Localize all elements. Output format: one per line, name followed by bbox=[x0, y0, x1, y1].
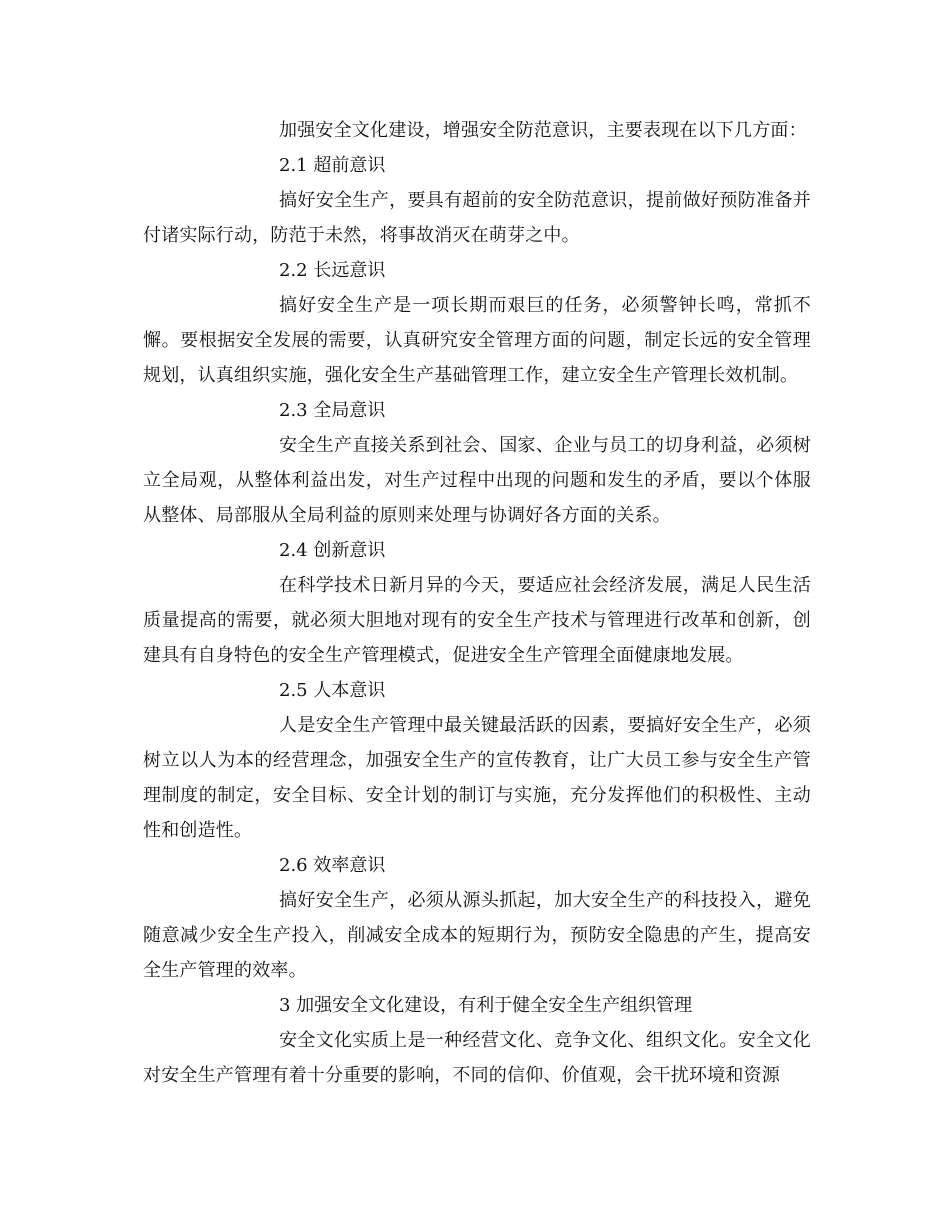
paragraph-3: 安全文化实质上是一种经营文化、竞争文化、组织文化。安全文化对安全生产管理有着十分重要的影响，不同的信仰、价值观，会干扰环境和资源 bbox=[143, 1030, 811, 1086]
paragraph-2-2: 搞好安全生产是一项长期而艰巨的任务，必须警钟长鸣，常抓不懈。要根据安全发展的需要，认真研究安全管理方面的问题，制定长远的安全管理规划，认真组织实施，强化安全生产基础管理工作，建立安全生产管理长效机制。 bbox=[143, 295, 811, 386]
section-heading-3: 3 加强安全文化建设，有利于健全安全生产组织管理 bbox=[279, 995, 693, 1016]
paragraph-2-4: 在科学技术日新月异的今天，要适应社会经济发展，满足人民生活质量提高的需要，就必须大胆地对现有的安全生产技术与管理进行改革和创新，创建具有自身特色的安全生产管理模式，促进安全生产管理全面健康地发展。 bbox=[143, 575, 811, 666]
section-heading-2-1: 2.1 超前意识 bbox=[279, 155, 386, 176]
paragraph-2-5: 人是安全生产管理中最关键最活跃的因素，要搞好安全生产，必须树立以人为本的经营理念，加强安全生产的宣传教育，让广大员工参与安全生产管理制度的制定，安全目标、安全计划的制订与实施，充分发挥他们的积极性、主动性和创造性。 bbox=[143, 715, 811, 841]
section-heading-2-5: 2.5 人本意识 bbox=[279, 680, 386, 701]
section-heading-2-6: 2.6 效率意识 bbox=[279, 855, 386, 876]
section-heading-2-2: 2.2 长远意识 bbox=[279, 260, 386, 281]
paragraph-2-3: 安全生产直接关系到社会、国家、企业与员工的切身利益，必须树立全局观，从整体利益出发，对生产过程中出现的问题和发生的矛盾，要以个体服从整体、局部服从全局利益的原则来处理与协调好各方面的关系。 bbox=[143, 435, 811, 526]
paragraph-2-1: 搞好安全生产，要具有超前的安全防范意识，提前做好预防准备并付诸实际行动，防范于未然，将事故消灭在萌芽之中。 bbox=[143, 190, 811, 246]
section-heading-2-3: 2.3 全局意识 bbox=[279, 400, 386, 421]
paragraph-2-6: 搞好安全生产，必须从源头抓起，加大安全生产的科技投入，避免随意减少安全生产投入，削减安全成本的短期行为，预防安全隐患的产生，提高安全生产管理的效率。 bbox=[143, 890, 811, 981]
intro-paragraph: 加强安全文化建设，增强安全防范意识，主要表现在以下几方面： bbox=[279, 120, 807, 141]
section-heading-2-4: 2.4 创新意识 bbox=[279, 540, 386, 561]
document-body bbox=[143, 113, 811, 1093]
